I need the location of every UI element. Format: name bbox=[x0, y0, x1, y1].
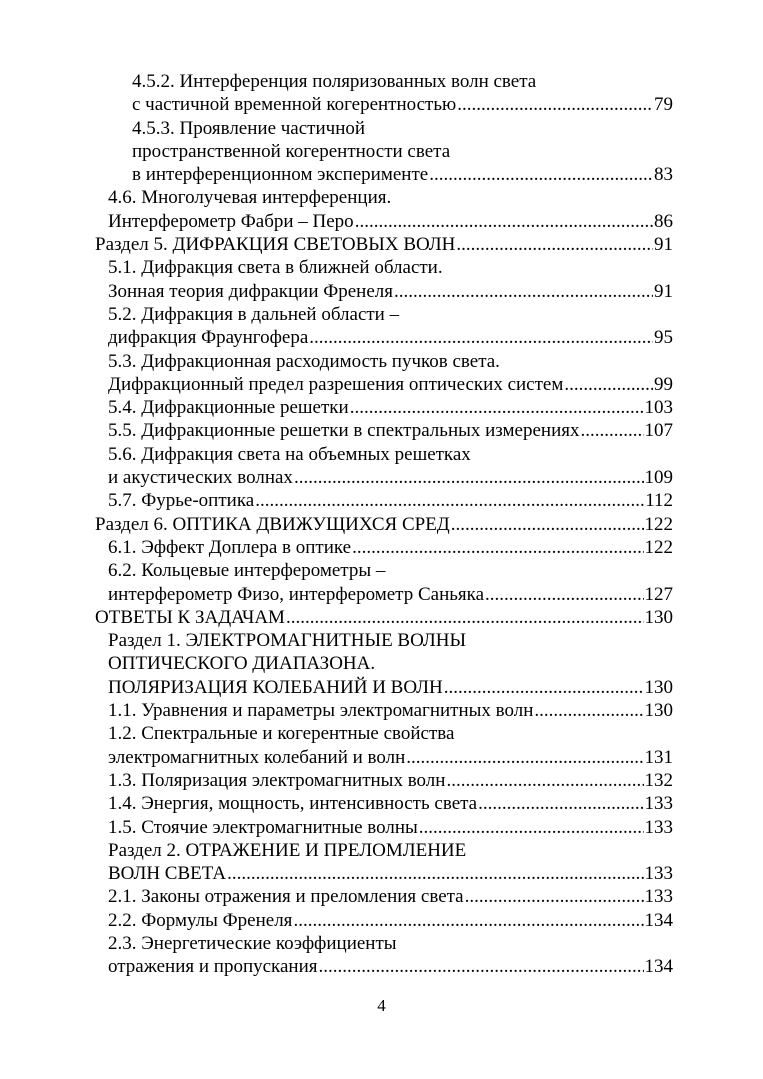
toc-entry bbox=[95, 443, 673, 466]
toc-entry-page: 133 bbox=[644, 793, 673, 815]
toc-entry bbox=[95, 140, 673, 163]
toc-entry-title: Интерферометр Фабри – Перо bbox=[108, 210, 354, 232]
toc-entry bbox=[95, 885, 673, 908]
toc-entry-title: ОТВЕТЫ К ЗАДАЧАМ bbox=[95, 606, 285, 628]
toc-entry-title: 5.7. Фурье-оптика bbox=[108, 490, 255, 512]
toc-entry-title: интерферометр Физо, интерферометр Саньяка bbox=[108, 583, 485, 605]
toc-dot-leader bbox=[255, 489, 644, 512]
toc-entry-page: 107 bbox=[644, 420, 673, 442]
toc-entry-title: 5.1. Дифракция света в ближней области. bbox=[108, 257, 443, 279]
toc-entry-title: 6.1. Эффект Доплера в оптике bbox=[108, 536, 352, 558]
toc-entry-title: ОПТИЧЕСКОГО ДИАПАЗОНА. bbox=[108, 653, 376, 675]
toc-entry-title: 5.5. Дифракционные решетки в спектральных измерениях bbox=[108, 420, 580, 442]
toc-entry-title: Раздел 5. ДИФРАКЦИЯ СВЕТОВЫХ ВОЛН bbox=[95, 234, 456, 256]
toc-entry-page: 127 bbox=[644, 583, 673, 605]
toc-dot-leader bbox=[294, 466, 644, 489]
toc-entry bbox=[95, 419, 673, 442]
toc-entry-page: 95 bbox=[654, 327, 673, 349]
toc-entry-page: 130 bbox=[644, 700, 673, 722]
toc-entry-title: 1.4. Энергия, мощность, интенсивность света bbox=[108, 793, 478, 815]
toc-entry-page: 133 bbox=[644, 886, 673, 908]
toc-entry bbox=[95, 303, 673, 326]
toc-entry bbox=[95, 816, 673, 839]
toc-dot-leader bbox=[446, 769, 643, 792]
toc-entry-title: 4.5.2. Интерференция поляризованных волн света bbox=[132, 71, 537, 92]
table-of-contents bbox=[95, 70, 673, 979]
toc-entry bbox=[95, 699, 673, 722]
toc-dot-leader bbox=[429, 163, 653, 186]
toc-entry bbox=[95, 652, 673, 675]
toc-entry bbox=[95, 629, 673, 652]
toc-entry bbox=[95, 955, 673, 978]
toc-entry bbox=[95, 559, 673, 582]
toc-entry-title: 4.5.3. Проявление частичной bbox=[132, 117, 366, 139]
toc-entry-page: 91 bbox=[654, 234, 673, 256]
toc-dot-leader bbox=[227, 862, 643, 885]
toc-dot-leader bbox=[419, 816, 644, 839]
toc-entry-title: электромагнитных колебаний и волн bbox=[108, 746, 406, 768]
toc-entry-title: в интерференционном эксперименте bbox=[132, 164, 429, 186]
toc-entry-title: дифракция Фраунгофера bbox=[108, 327, 309, 349]
toc-entry-title: и акустических волнах bbox=[108, 467, 293, 489]
toc-entry bbox=[95, 932, 673, 955]
toc-entry-page: 83 bbox=[654, 164, 673, 186]
toc-entry-page: 132 bbox=[644, 769, 673, 791]
toc-entry-page: 99 bbox=[654, 373, 673, 395]
toc-dot-leader bbox=[406, 746, 643, 769]
toc-entry-title: 2.1. Законы отражения и преломления света bbox=[108, 886, 464, 908]
toc-dot-leader bbox=[451, 513, 644, 536]
toc-entry bbox=[95, 722, 673, 745]
toc-entry-title: ВОЛН СВЕТА bbox=[108, 863, 227, 885]
toc-dot-leader bbox=[286, 606, 644, 629]
toc-entry-title: 1.1. Уравнения и параметры электромагнитных волн bbox=[108, 700, 534, 722]
toc-entry-title: ПОЛЯРИЗАЦИЯ КОЛЕБАНИЙ И ВОЛН bbox=[108, 676, 443, 698]
toc-entry-title: с частичной временной когерентностью bbox=[132, 94, 457, 116]
toc-entry bbox=[95, 210, 673, 233]
toc-entry bbox=[95, 233, 673, 256]
toc-dot-leader bbox=[394, 280, 653, 303]
toc-entry-title: 2.3. Энергетические коэффициенты bbox=[108, 932, 397, 954]
toc-entry-page: 134 bbox=[644, 909, 673, 931]
toc-entry-page: 130 bbox=[644, 606, 673, 628]
toc-entry bbox=[95, 326, 673, 349]
toc-entry bbox=[95, 186, 673, 209]
toc-entry bbox=[95, 513, 673, 536]
toc-entry-title: отражения и пропускания bbox=[108, 956, 318, 978]
toc-entry bbox=[95, 746, 673, 769]
toc-dot-leader bbox=[309, 326, 653, 349]
toc-entry bbox=[95, 396, 673, 419]
toc-entry bbox=[95, 792, 673, 815]
toc-entry bbox=[95, 466, 673, 489]
toc-entry-title: 5.6. Дифракция света на объемных решетках bbox=[108, 443, 471, 465]
page-number: 4 bbox=[377, 996, 386, 1015]
toc-entry bbox=[95, 70, 673, 93]
toc-entry bbox=[95, 862, 673, 885]
toc-entry bbox=[95, 256, 673, 279]
toc-dot-leader bbox=[485, 583, 643, 606]
toc-entry-page: 109 bbox=[644, 467, 673, 489]
toc-entry-page: 79 bbox=[654, 94, 673, 116]
toc-entry bbox=[95, 117, 673, 140]
toc-dot-leader bbox=[478, 792, 643, 815]
toc-entry-title: пространственной когерентности света bbox=[132, 140, 451, 162]
toc-entry bbox=[95, 839, 673, 862]
toc-entry-title: 5.4. Дифракционные решетки bbox=[108, 397, 349, 419]
toc-entry-title: 2.2. Формулы Френеля bbox=[108, 909, 293, 931]
toc-entry bbox=[95, 280, 673, 303]
toc-dot-leader bbox=[465, 885, 644, 908]
toc-entry bbox=[95, 93, 673, 116]
toc-entry-title: Раздел 1. ЭЛЕКТРОМАГНИТНЫЕ ВОЛНЫ bbox=[108, 630, 467, 652]
toc-entry-page: 103 bbox=[644, 397, 673, 419]
toc-entry-title: 4.6. Многолучевая интерференция. bbox=[108, 187, 392, 209]
toc-dot-leader bbox=[456, 233, 653, 256]
toc-entry-title: Дифракционный предел разрешения оптических систем bbox=[108, 373, 564, 395]
toc-entry-page: 122 bbox=[644, 513, 673, 535]
toc-dot-leader bbox=[444, 676, 644, 699]
toc-dot-leader bbox=[319, 955, 644, 978]
toc-entry-page: 133 bbox=[644, 816, 673, 838]
toc-entry-title: 1.5. Стоячие электромагнитные волны bbox=[108, 816, 418, 838]
toc-entry bbox=[95, 350, 673, 373]
toc-entry-title: 6.2. Кольцевые интерферометры – bbox=[108, 560, 386, 582]
toc-entry-page: 86 bbox=[654, 210, 673, 232]
toc-dot-leader bbox=[350, 396, 644, 419]
toc-entry-title: 5.2. Дифракция в дальней области – bbox=[108, 303, 400, 325]
toc-entry-page: 91 bbox=[654, 280, 673, 302]
toc-dot-leader bbox=[534, 699, 643, 722]
toc-entry bbox=[95, 909, 673, 932]
toc-entry-page: 122 bbox=[644, 536, 673, 558]
toc-entry-title: Зонная теория дифракции Френеля bbox=[108, 280, 393, 302]
toc-dot-leader bbox=[564, 373, 653, 396]
toc-entry-page: 131 bbox=[644, 746, 673, 768]
toc-entry-title: 1.3. Поляризация электромагнитных волн bbox=[108, 769, 446, 791]
toc-dot-leader bbox=[293, 909, 643, 932]
toc-dot-leader bbox=[457, 93, 653, 116]
toc-dot-leader bbox=[355, 210, 653, 233]
toc-entry bbox=[95, 769, 673, 792]
toc-entry bbox=[95, 606, 673, 629]
toc-entry-title: Раздел 6. ОПТИКА ДВИЖУЩИХСЯ СРЕД bbox=[95, 513, 450, 535]
toc-entry bbox=[95, 583, 673, 606]
toc-entry-title: 5.3. Дифракционная расходимость пучков света. bbox=[108, 350, 500, 372]
toc-entry-page: 133 bbox=[644, 863, 673, 885]
toc-entry bbox=[95, 536, 673, 559]
toc-entry bbox=[95, 373, 673, 396]
toc-entry bbox=[95, 676, 673, 699]
toc-entry-page: 112 bbox=[645, 490, 673, 512]
toc-entry-page: 130 bbox=[644, 676, 673, 698]
toc-dot-leader bbox=[581, 419, 644, 442]
toc-entry-title: Раздел 2. ОТРАЖЕНИЕ И ПРЕЛОМЛЕНИЕ bbox=[108, 839, 467, 861]
toc-entry-title: 1.2. Спектральные и когерентные свойства bbox=[108, 723, 455, 745]
toc-entry bbox=[95, 489, 673, 512]
toc-entry-page: 134 bbox=[644, 956, 673, 978]
toc-entry bbox=[95, 163, 673, 186]
toc-dot-leader bbox=[352, 536, 643, 559]
